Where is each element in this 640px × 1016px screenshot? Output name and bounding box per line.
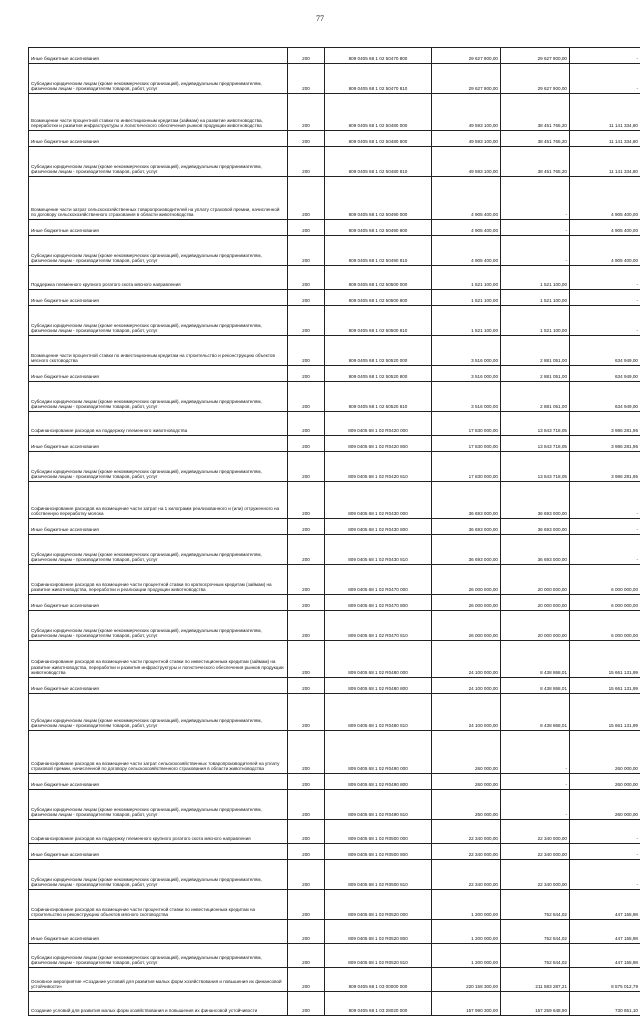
- row-approved-cell: 24 100 000,00: [432, 694, 501, 731]
- row-approved-cell: 26 000 000,00: [432, 611, 501, 641]
- table-row: [29, 147, 640, 177]
- row-unexecuted-cell: 447 155,98: [570, 920, 640, 944]
- row-unexecuted-cell: -: [570, 820, 640, 844]
- table-row: [29, 236, 640, 266]
- row-name-cell: Субсидии юридическим лицам (кроме некоммерческих организаций), индивидуальным предпринимателям, физическим лицам - производителям товаров, работ, услуг: [29, 944, 288, 968]
- row-classification-cell: 809 0405 68 1 02 R0430 800: [325, 519, 432, 535]
- row-code-cell: 200: [288, 860, 325, 890]
- row-classification-cell: 809 0405 68 1 02 R0470 810: [325, 611, 432, 641]
- table-row: [29, 595, 640, 611]
- row-name-cell: Софинансирование расходов на возмещение части процентной ставки по инвестиционным кредитам на строительство и реконструкцию объектов мясного скотоводства: [29, 890, 288, 920]
- row-name-cell: Субсидии юридическим лицам (кроме некоммерческих организаций), индивидуальным предпринимателям, физическим лицам - производителям товаров, работ, услуг: [29, 236, 288, 266]
- table-row: [29, 790, 640, 820]
- row-executed-cell: -: [501, 731, 570, 774]
- row-code-cell: 200: [288, 731, 325, 774]
- row-unexecuted-cell: 634 949,00: [570, 336, 640, 366]
- row-name-cell: Субсидии юридическим лицам (кроме некоммерческих организаций), индивидуальным предпринимателям, физическим лицам - производителям товаров, работ, услуг: [29, 64, 288, 94]
- row-approved-cell: 49 593 100,00: [432, 147, 501, 177]
- row-approved-cell: 49 593 100,00: [432, 131, 501, 147]
- row-executed-cell: 8 438 868,01: [501, 678, 570, 694]
- row-approved-cell: 17 830 000,00: [432, 412, 501, 436]
- row-code-cell: 200: [288, 920, 325, 944]
- row-unexecuted-cell: 447 155,98: [570, 944, 640, 968]
- row-approved-cell: 29 627 900,00: [432, 64, 501, 94]
- row-approved-cell: 22 340 000,00: [432, 860, 501, 890]
- row-unexecuted-cell: 4 905 400,00: [570, 177, 640, 220]
- row-code-cell: 200: [288, 611, 325, 641]
- table-row: [29, 131, 640, 147]
- row-approved-cell: 36 693 000,00: [432, 482, 501, 519]
- row-executed-cell: 22 340 000,00: [501, 860, 570, 890]
- row-approved-cell: 260 000,00: [432, 774, 501, 790]
- row-executed-cell: 752 844,02: [501, 920, 570, 944]
- row-classification-cell: 809 0405 68 1 02 R0490 000: [325, 731, 432, 774]
- row-executed-cell: 36 693 000,00: [501, 535, 570, 565]
- table-row: [29, 94, 640, 131]
- table-row: [29, 992, 640, 1016]
- row-classification-cell: 809 0405 68 1 02 R0500 810: [325, 860, 432, 890]
- row-executed-cell: 29 627 900,00: [501, 64, 570, 94]
- row-name-cell: Иные бюджетные ассигнования: [29, 48, 288, 64]
- row-classification-cell: 809 0405 68 1 02 50490 800: [325, 220, 432, 236]
- table-row: [29, 452, 640, 482]
- row-approved-cell: 36 693 000,00: [432, 535, 501, 565]
- row-code-cell: 200: [288, 519, 325, 535]
- row-unexecuted-cell: -: [570, 535, 640, 565]
- row-classification-cell: 809 0405 68 1 02 50500 000: [325, 266, 432, 290]
- row-approved-cell: 22 340 000,00: [432, 820, 501, 844]
- row-code-cell: 200: [288, 220, 325, 236]
- row-classification-cell: 809 0405 68 1 02 R0480 810: [325, 694, 432, 731]
- row-classification-cell: 809 0405 68 1 02 R0520 810: [325, 944, 432, 968]
- row-unexecuted-cell: 11 141 334,80: [570, 94, 640, 131]
- table-row: [29, 611, 640, 641]
- table-row: [29, 820, 640, 844]
- row-code-cell: 200: [288, 147, 325, 177]
- row-name-cell: Софинансирование расходов на поддержку племенного крупного рогатого скота мясного направления: [29, 820, 288, 844]
- row-classification-cell: 809 0405 68 1 02 50480 800: [325, 131, 432, 147]
- row-unexecuted-cell: -: [570, 519, 640, 535]
- row-classification-cell: 809 0405 68 1 02 50490 810: [325, 236, 432, 266]
- row-classification-cell: 809 0405 68 1 02 R0480 000: [325, 641, 432, 678]
- row-approved-cell: 3 516 000,00: [432, 336, 501, 366]
- row-unexecuted-cell: -: [570, 482, 640, 519]
- row-executed-cell: -: [501, 790, 570, 820]
- row-executed-cell: 22 340 000,00: [501, 820, 570, 844]
- table-row: [29, 290, 640, 306]
- row-name-cell: Иные бюджетные ассигнования: [29, 436, 288, 452]
- row-approved-cell: 1 200 000,00: [432, 920, 501, 944]
- row-classification-cell: 809 0405 68 1 02 50520 800: [325, 366, 432, 382]
- row-executed-cell: -: [501, 236, 570, 266]
- table-row: [29, 860, 640, 890]
- row-name-cell: Иные бюджетные ассигнования: [29, 366, 288, 382]
- row-name-cell: Возмещение части затрат сельскохозяйственных товаропроизводителей на уплату страховой премии, начисленной по договору сельскохозяйственного страхования в области животноводства: [29, 177, 288, 220]
- row-code-cell: 200: [288, 678, 325, 694]
- row-approved-cell: 22 340 000,00: [432, 844, 501, 860]
- row-code-cell: 200: [288, 131, 325, 147]
- table-row: [29, 844, 640, 860]
- row-approved-cell: 26 000 000,00: [432, 565, 501, 595]
- row-approved-cell: 1 521 100,00: [432, 266, 501, 290]
- row-name-cell: Субсидии юридическим лицам (кроме некоммерческих организаций), индивидуальным предпринимателям, физическим лицам - производителям товаров, работ, услуг: [29, 382, 288, 412]
- row-approved-cell: 4 905 400,00: [432, 236, 501, 266]
- row-approved-cell: 26 000 000,00: [432, 595, 501, 611]
- row-name-cell: Субсидии юридическим лицам (кроме некоммерческих организаций), индивидуальным предпринимателям, физическим лицам - производителям товаров, работ, услуг: [29, 790, 288, 820]
- row-code-cell: 200: [288, 968, 325, 992]
- row-approved-cell: 1 521 100,00: [432, 290, 501, 306]
- row-classification-cell: 809 0405 68 1 02 R0520 800: [325, 920, 432, 944]
- row-approved-cell: 3 516 000,00: [432, 382, 501, 412]
- row-code-cell: 200: [288, 382, 325, 412]
- row-name-cell: Возмещение части процентной ставки по инвестиционным кредитам на строительство и реконструкцию объектов мясного скотоводства: [29, 336, 288, 366]
- row-approved-cell: 24 100 000,00: [432, 641, 501, 678]
- row-code-cell: 200: [288, 790, 325, 820]
- row-executed-cell: 29 627 900,00: [501, 48, 570, 64]
- row-unexecuted-cell: 11 141 334,80: [570, 131, 640, 147]
- row-name-cell: Софинансирование расходов на возмещение части затрат сельскохозяйственных товаропроизводителей на уплату страховой премии, начисленной по договору сельскохозяйственного страхования в области животноводства: [29, 731, 288, 774]
- row-classification-cell: 809 0405 68 1 02 50490 000: [325, 177, 432, 220]
- row-executed-cell: 2 881 051,00: [501, 382, 570, 412]
- row-approved-cell: 260 000,00: [432, 790, 501, 820]
- row-executed-cell: 13 843 718,05: [501, 412, 570, 436]
- row-classification-cell: 809 0405 68 1 02 R0500 000: [325, 820, 432, 844]
- row-unexecuted-cell: 6 000 000,00: [570, 565, 640, 595]
- table-row: [29, 694, 640, 731]
- row-classification-cell: 809 0405 68 1 02 R0420 800: [325, 436, 432, 452]
- row-executed-cell: 20 000 000,00: [501, 595, 570, 611]
- table-row: [29, 382, 640, 412]
- table-row: [29, 968, 640, 992]
- row-name-cell: Иные бюджетные ассигнования: [29, 844, 288, 860]
- row-unexecuted-cell: 6 000 000,00: [570, 595, 640, 611]
- row-unexecuted-cell: 6 000 000,00: [570, 611, 640, 641]
- row-code-cell: 200: [288, 482, 325, 519]
- row-code-cell: 200: [288, 94, 325, 131]
- row-approved-cell: 29 627 900,00: [432, 48, 501, 64]
- row-name-cell: Субсидии юридическим лицам (кроме некоммерческих организаций), индивидуальным предпринимателям, физическим лицам - производителям товаров, работ, услуг: [29, 306, 288, 336]
- row-code-cell: 200: [288, 306, 325, 336]
- row-code-cell: 200: [288, 436, 325, 452]
- row-executed-cell: 2 881 051,00: [501, 336, 570, 366]
- row-code-cell: 200: [288, 266, 325, 290]
- row-name-cell: Субсидии юридическим лицам (кроме некоммерческих организаций), индивидуальным предпринимателям, физическим лицам - производителям товаров, работ, услуг: [29, 535, 288, 565]
- row-unexecuted-cell: 260 000,00: [570, 731, 640, 774]
- row-executed-cell: 38 451 765,20: [501, 131, 570, 147]
- table-row: [29, 641, 640, 678]
- row-executed-cell: 38 451 765,20: [501, 147, 570, 177]
- row-unexecuted-cell: 260 000,00: [570, 774, 640, 790]
- row-executed-cell: 1 521 100,00: [501, 306, 570, 336]
- row-classification-cell: 809 0405 68 1 02 50520 000: [325, 336, 432, 366]
- row-classification-cell: 809 0405 68 1 02 R0430 810: [325, 535, 432, 565]
- row-name-cell: Софинансирование расходов на возмещение части процентной ставки по инвестиционным кредитам (займам) на развитие животноводства, переработки и развития инфраструктуры и логистического обеспечения рынков продукции животноводства: [29, 641, 288, 678]
- row-approved-cell: 1 200 000,00: [432, 890, 501, 920]
- row-unexecuted-cell: 8 575 012,79: [570, 968, 640, 992]
- row-unexecuted-cell: 730 651,10: [570, 992, 640, 1016]
- row-code-cell: 200: [288, 64, 325, 94]
- row-classification-cell: 809 0405 68 1 02 50480 810: [325, 147, 432, 177]
- row-name-cell: Субсидии юридическим лицам (кроме некоммерческих организаций), индивидуальным предпринимателям, физическим лицам - производителям товаров, работ, услуг: [29, 611, 288, 641]
- row-unexecuted-cell: 447 155,98: [570, 890, 640, 920]
- table-row: [29, 774, 640, 790]
- row-classification-cell: 809 0405 68 1 02 50500 810: [325, 306, 432, 336]
- row-unexecuted-cell: 4 905 400,00: [570, 220, 640, 236]
- row-code-cell: 200: [288, 944, 325, 968]
- row-executed-cell: 38 451 765,20: [501, 94, 570, 131]
- row-approved-cell: 17 830 000,00: [432, 436, 501, 452]
- row-code-cell: 200: [288, 336, 325, 366]
- row-executed-cell: 22 340 000,00: [501, 844, 570, 860]
- table-row: [29, 535, 640, 565]
- row-name-cell: Софинансирование расходов на возмещение части процентной ставки по краткосрочным кредитам (займам) на развитие животноводства, переработки и реализации продукции животноводства: [29, 565, 288, 595]
- row-executed-cell: 13 843 718,05: [501, 452, 570, 482]
- row-approved-cell: 49 593 100,00: [432, 94, 501, 131]
- row-code-cell: 200: [288, 535, 325, 565]
- table-row: [29, 436, 640, 452]
- row-executed-cell: 157 259 648,90: [501, 992, 570, 1016]
- row-name-cell: Основное мероприятие «Создание условий для развития малых форм хозяйствования и повышения их финансовой устойчивости»: [29, 968, 288, 992]
- row-code-cell: 200: [288, 890, 325, 920]
- row-name-cell: Иные бюджетные ассигнования: [29, 595, 288, 611]
- row-classification-cell: 809 0405 68 1 02 R0470 000: [325, 565, 432, 595]
- row-name-cell: Иные бюджетные ассигнования: [29, 519, 288, 535]
- table-row: [29, 64, 640, 94]
- row-name-cell: Субсидии юридическим лицам (кроме некоммерческих организаций), индивидуальным предпринимателям, физическим лицам - производителям товаров, работ, услуг: [29, 452, 288, 482]
- row-executed-cell: 8 438 868,01: [501, 694, 570, 731]
- row-name-cell: Иные бюджетные ассигнования: [29, 920, 288, 944]
- row-unexecuted-cell: -: [570, 844, 640, 860]
- row-code-cell: 200: [288, 565, 325, 595]
- row-classification-cell: 809 0405 68 1 03 28020 000: [325, 992, 432, 1016]
- row-executed-cell: 36 693 000,00: [501, 482, 570, 519]
- row-unexecuted-cell: 3 986 281,95: [570, 412, 640, 436]
- row-executed-cell: 20 000 000,00: [501, 565, 570, 595]
- row-executed-cell: 36 693 000,00: [501, 519, 570, 535]
- row-classification-cell: 809 0405 68 1 02 50470 800: [325, 48, 432, 64]
- row-name-cell: Субсидии юридическим лицам (кроме некоммерческих организаций), индивидуальным предпринимателям, физическим лицам - производителям товаров, работ, услуг: [29, 147, 288, 177]
- row-unexecuted-cell: 634 949,00: [570, 366, 640, 382]
- row-name-cell: Возмещение части процентной ставки по инвестиционным кредитам (займам) на развитие животноводства, переработки и развития инфраструктуры и логистического обеспечения рынков продукции животноводства: [29, 94, 288, 131]
- row-code-cell: 200: [288, 694, 325, 731]
- row-classification-cell: 809 0405 68 1 02 R0480 800: [325, 678, 432, 694]
- row-executed-cell: -: [501, 774, 570, 790]
- row-code-cell: 200: [288, 992, 325, 1016]
- row-unexecuted-cell: 15 661 131,99: [570, 641, 640, 678]
- row-code-cell: 200: [288, 774, 325, 790]
- table-row: [29, 678, 640, 694]
- row-code-cell: 200: [288, 48, 325, 64]
- table-row: [29, 306, 640, 336]
- row-executed-cell: 752 844,02: [501, 944, 570, 968]
- row-executed-cell: 211 583 287,21: [501, 968, 570, 992]
- row-unexecuted-cell: -: [570, 860, 640, 890]
- row-code-cell: 200: [288, 844, 325, 860]
- row-classification-cell: 809 0405 68 1 02 R0470 800: [325, 595, 432, 611]
- table-row: [29, 48, 640, 64]
- table-row: [29, 336, 640, 366]
- row-code-cell: 200: [288, 236, 325, 266]
- row-name-cell: Иные бюджетные ассигнования: [29, 774, 288, 790]
- page-number: 77: [0, 14, 640, 23]
- budget-execution-table: [28, 47, 640, 1016]
- row-executed-cell: -: [501, 220, 570, 236]
- row-unexecuted-cell: 3 986 281,95: [570, 436, 640, 452]
- row-approved-cell: 24 100 000,00: [432, 678, 501, 694]
- row-code-cell: 200: [288, 641, 325, 678]
- row-approved-cell: 220 158 300,00: [432, 968, 501, 992]
- row-approved-cell: 4 905 400,00: [432, 177, 501, 220]
- row-approved-cell: 260 000,00: [432, 731, 501, 774]
- row-executed-cell: 20 000 000,00: [501, 611, 570, 641]
- row-unexecuted-cell: 15 661 131,99: [570, 694, 640, 731]
- row-classification-cell: 809 0405 68 1 02 R0490 800: [325, 774, 432, 790]
- row-classification-cell: 809 0405 68 1 02 R0420 000: [325, 412, 432, 436]
- table-row: [29, 366, 640, 382]
- table-row: [29, 731, 640, 774]
- row-approved-cell: 1 200 000,00: [432, 944, 501, 968]
- row-unexecuted-cell: 15 661 131,99: [570, 678, 640, 694]
- row-executed-cell: -: [501, 177, 570, 220]
- row-name-cell: Субсидии юридическим лицам (кроме некоммерческих организаций), индивидуальным предпринимателям, физическим лицам - производителям товаров, работ, услуг: [29, 694, 288, 731]
- row-approved-cell: 1 521 100,00: [432, 306, 501, 336]
- row-unexecuted-cell: -: [570, 64, 640, 94]
- row-code-cell: 200: [288, 820, 325, 844]
- row-classification-cell: 809 0405 68 1 02 50470 810: [325, 64, 432, 94]
- row-name-cell: Иные бюджетные ассигнования: [29, 678, 288, 694]
- row-code-cell: 200: [288, 595, 325, 611]
- row-classification-cell: 809 0405 68 1 02 R0520 000: [325, 890, 432, 920]
- table-row: [29, 519, 640, 535]
- row-unexecuted-cell: -: [570, 290, 640, 306]
- table-row: [29, 920, 640, 944]
- row-name-cell: Поддержка племенного крупного рогатого скота мясного направления: [29, 266, 288, 290]
- row-code-cell: 200: [288, 412, 325, 436]
- row-executed-cell: 1 521 100,00: [501, 290, 570, 306]
- row-executed-cell: 752 844,02: [501, 890, 570, 920]
- row-classification-cell: 809 0405 68 1 02 R0430 000: [325, 482, 432, 519]
- table-row: [29, 944, 640, 968]
- row-classification-cell: 809 0405 68 1 03 00000 000: [325, 968, 432, 992]
- row-unexecuted-cell: 11 141 334,80: [570, 147, 640, 177]
- row-classification-cell: 809 0405 68 1 02 R0420 810: [325, 452, 432, 482]
- row-name-cell: Софинансирование расходов на возмещение части затрат на 1 килограмм реализованного и (или) отгруженного на собственную переработку молока: [29, 482, 288, 519]
- row-approved-cell: 4 905 400,00: [432, 220, 501, 236]
- table-row: [29, 177, 640, 220]
- row-approved-cell: 17 830 000,00: [432, 452, 501, 482]
- row-classification-cell: 809 0405 68 1 02 50520 810: [325, 382, 432, 412]
- row-name-cell: Субсидии юридическим лицам (кроме некоммерческих организаций), индивидуальным предпринимателям, физическим лицам - производителям товаров, работ, услуг: [29, 860, 288, 890]
- row-approved-cell: 36 693 000,00: [432, 519, 501, 535]
- table-body: [29, 48, 640, 1016]
- row-executed-cell: 13 843 718,05: [501, 436, 570, 452]
- row-name-cell: Создание условий для развития малых форм хозяйствования и повышения их финансовой устойчивости: [29, 992, 288, 1016]
- row-code-cell: 200: [288, 177, 325, 220]
- row-name-cell: Иные бюджетные ассигнования: [29, 290, 288, 306]
- table-row: [29, 412, 640, 436]
- row-classification-cell: 809 0405 68 1 02 R0490 810: [325, 790, 432, 820]
- row-classification-cell: 809 0405 68 1 02 50500 800: [325, 290, 432, 306]
- table-row: [29, 220, 640, 236]
- row-classification-cell: 809 0405 68 1 02 50480 000: [325, 94, 432, 131]
- row-code-cell: 200: [288, 366, 325, 382]
- row-code-cell: 200: [288, 452, 325, 482]
- row-unexecuted-cell: -: [570, 48, 640, 64]
- row-executed-cell: 2 881 051,00: [501, 366, 570, 382]
- row-classification-cell: 809 0405 68 1 02 R0500 800: [325, 844, 432, 860]
- row-unexecuted-cell: -: [570, 266, 640, 290]
- row-executed-cell: 8 438 868,01: [501, 641, 570, 678]
- table-row: [29, 482, 640, 519]
- row-unexecuted-cell: -: [570, 306, 640, 336]
- row-approved-cell: 3 516 000,00: [432, 366, 501, 382]
- row-name-cell: Иные бюджетные ассигнования: [29, 131, 288, 147]
- row-code-cell: 200: [288, 290, 325, 306]
- row-name-cell: Иные бюджетные ассигнования: [29, 220, 288, 236]
- table-row: [29, 565, 640, 595]
- row-name-cell: Софинансирование расходов на поддержку племенного животноводства: [29, 412, 288, 436]
- row-unexecuted-cell: 3 986 281,95: [570, 452, 640, 482]
- table-row: [29, 266, 640, 290]
- row-approved-cell: 157 990 300,00: [432, 992, 501, 1016]
- row-unexecuted-cell: 634 949,00: [570, 382, 640, 412]
- row-unexecuted-cell: 4 905 400,00: [570, 236, 640, 266]
- row-unexecuted-cell: 260 000,00: [570, 790, 640, 820]
- row-executed-cell: 1 521 100,00: [501, 266, 570, 290]
